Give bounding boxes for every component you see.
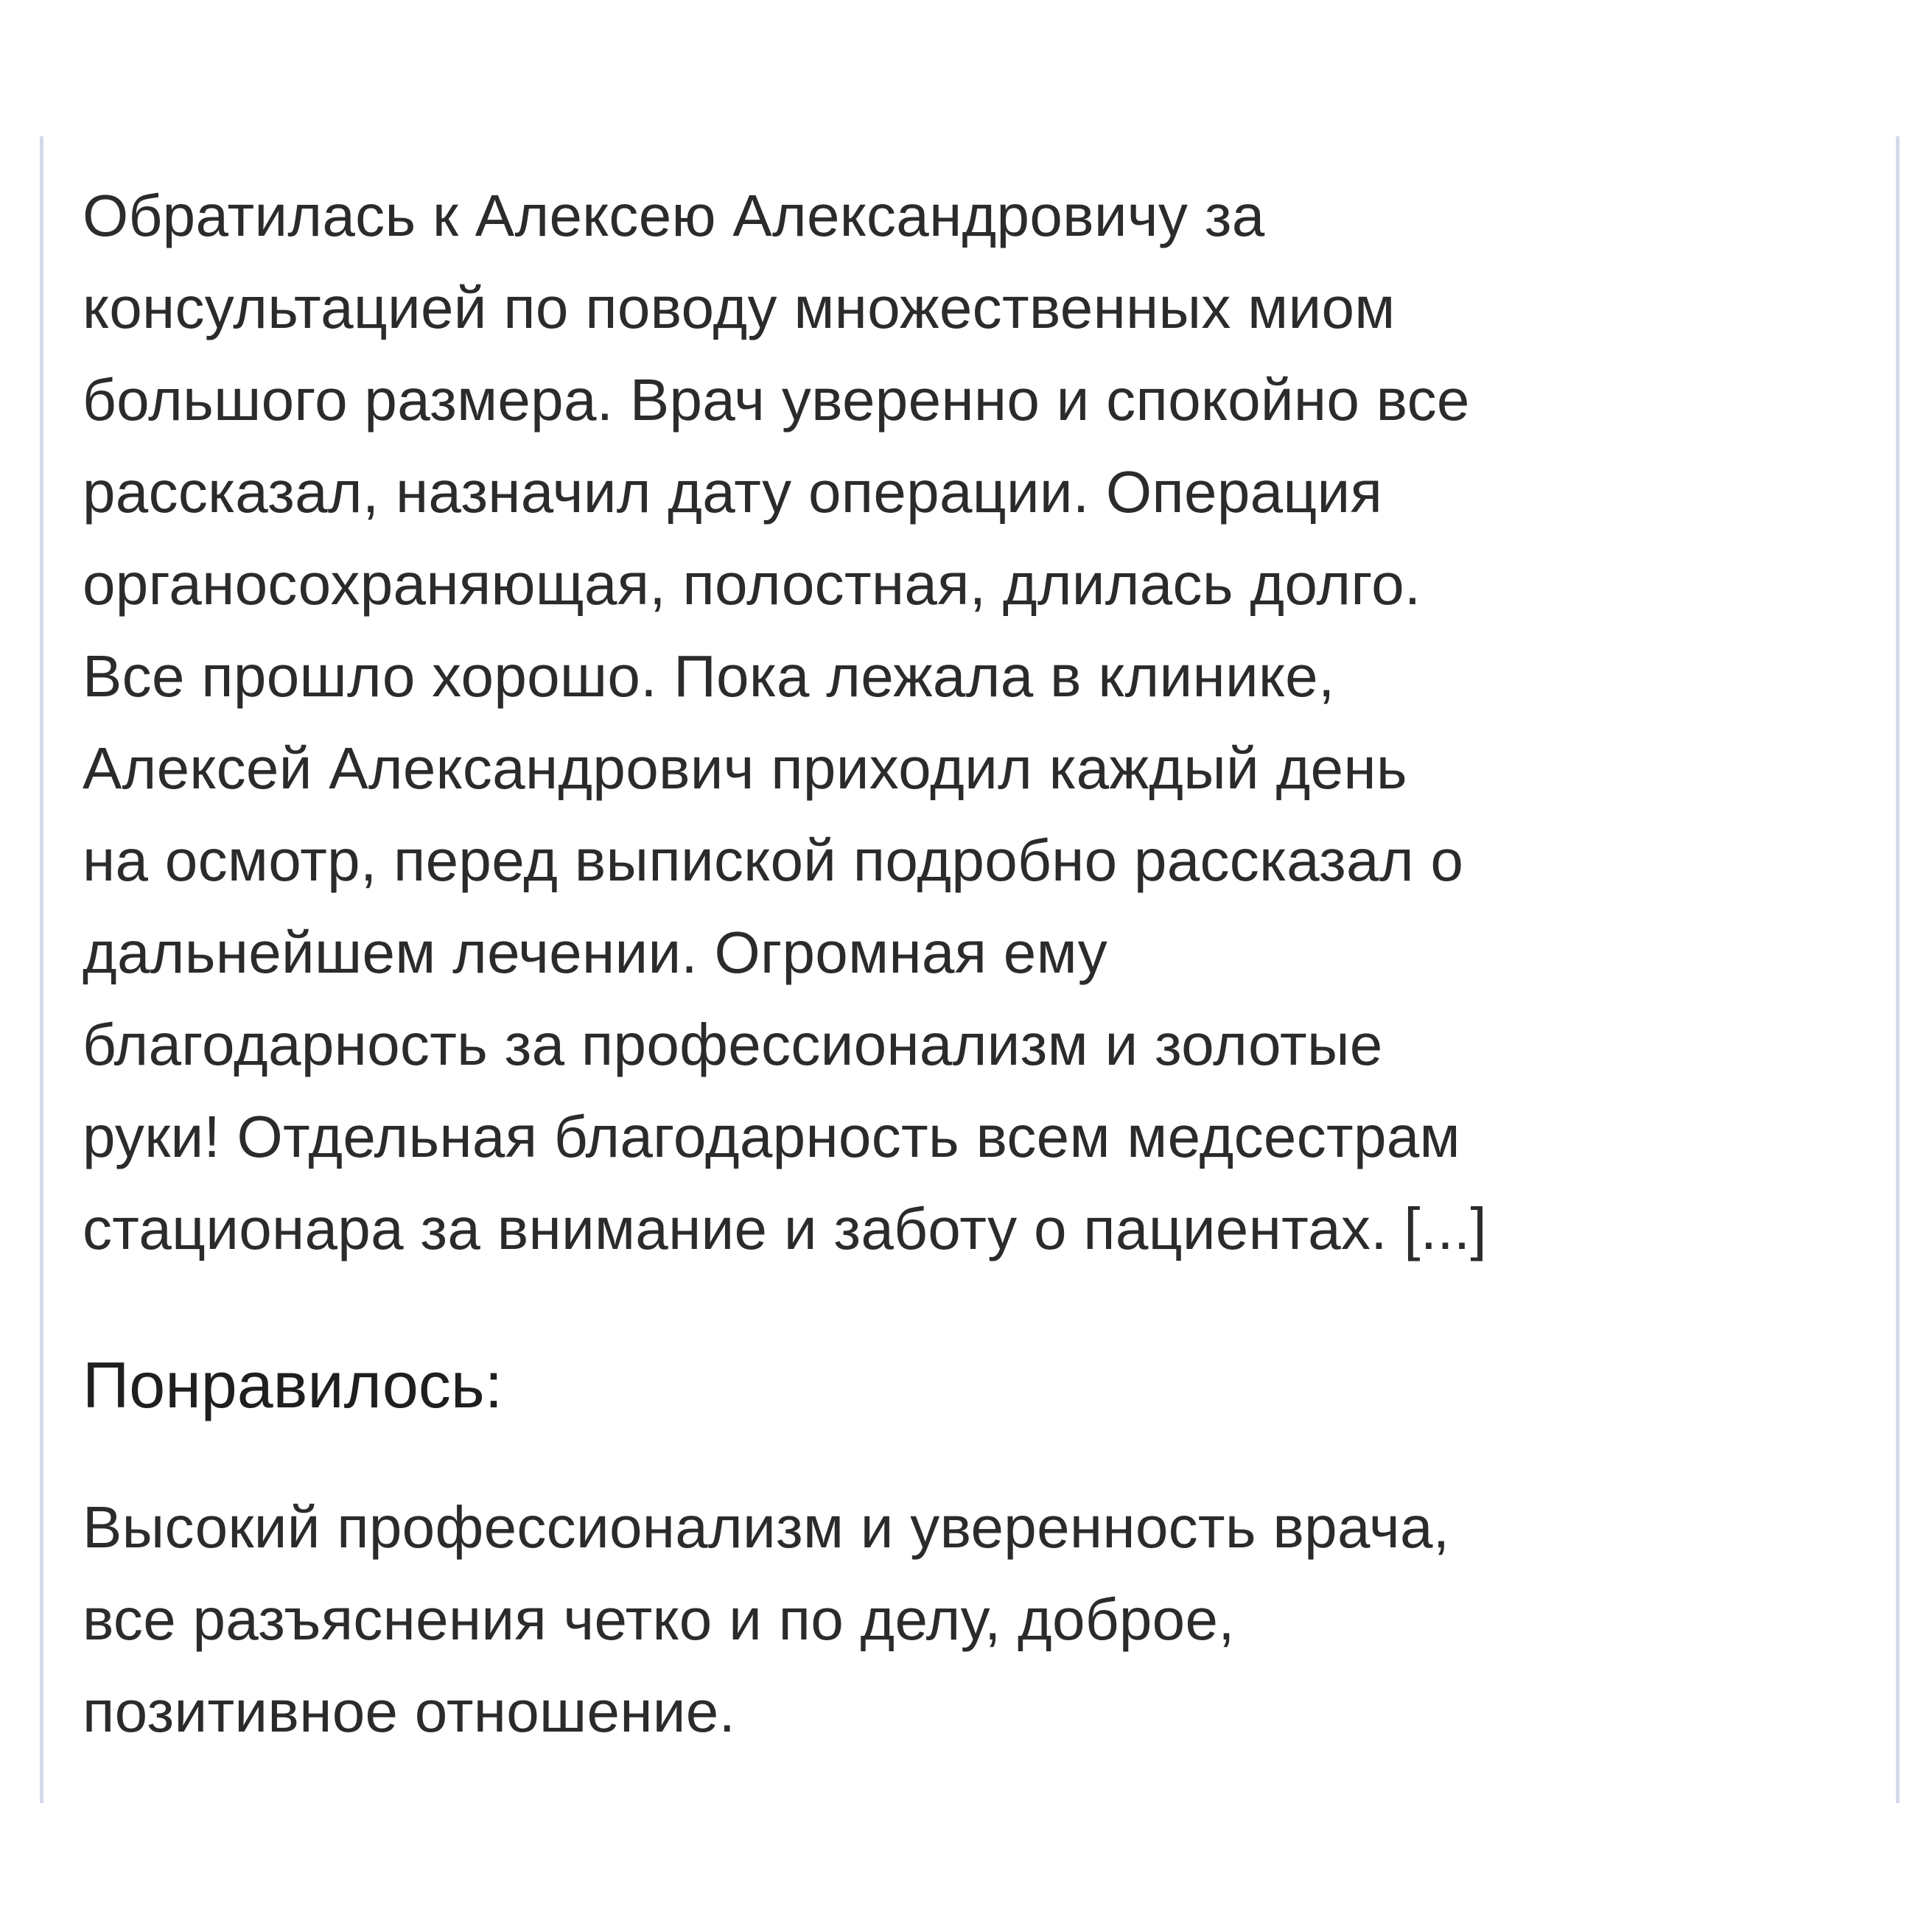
review-line: на осмотр, перед выпиской подробно рассказал о [83, 827, 1464, 893]
liked-section-title: Понравилось: [83, 1348, 503, 1421]
review-line: руки! Отдельная благодарность всем медсестрам [83, 1104, 1460, 1169]
review-line: Все прошло хорошо. Пока лежала в клинике, [83, 643, 1335, 709]
liked-line: все разъяснения четко и по делу, доброе, [83, 1586, 1235, 1652]
review-line: рассказал, назначил дату операции. Операция [83, 459, 1383, 525]
liked-line: позитивное отношение. [83, 1679, 736, 1744]
review-line: Обратилась к Алексею Александровичу за [83, 183, 1265, 248]
review-line: большого размера. Врач уверенно и спокойно все [83, 367, 1470, 433]
review-line: благодарность за профессионализм и золотые [83, 1012, 1383, 1077]
review-line: дальнейшем лечении. Огромная ему [83, 920, 1108, 985]
liked-line: Высокий профессионализм и уверенность врача, [83, 1494, 1450, 1560]
review-line: органосохраняющая, полостная, длилась долго. [83, 551, 1421, 617]
review-text [83, 169, 1807, 1275]
liked-text [83, 1481, 1807, 1757]
review-line: Алексей Александрович приходил каждый день [83, 735, 1407, 801]
review-line: консультацией по поводу множественных миом [83, 275, 1396, 340]
review-line: стационара за внимание и заботу о пациентах. [...] [83, 1196, 1487, 1261]
